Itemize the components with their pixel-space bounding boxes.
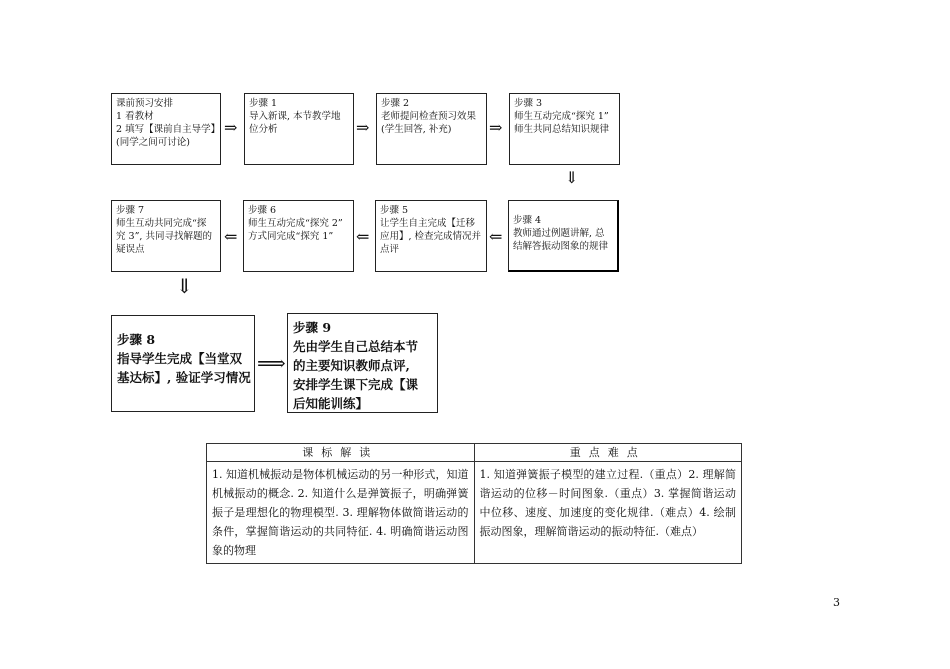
step4-line-2: 结解答振动图象的规律 xyxy=(513,241,609,252)
header-key-difficult-points: 重点难点 xyxy=(474,444,742,462)
curriculum-interpretation-text: 1. 知道机械振动是物体机械运动的另一种形式，知道机械振动的概念. 2. 知道什么是弹簧振子，明确弹簧振子是理想化的物理模型. 3. 理解物体做简谐运动的条件，掌握简谐运动的共同特征. 4. 明确简谐运动图象的物理 xyxy=(207,462,475,564)
arrow-down-2: ⇓ xyxy=(176,274,193,298)
step8-line-2: 基达标】, 验证学习情况 xyxy=(117,370,251,385)
prep-title: 课前预习安排 xyxy=(116,98,174,109)
step6-line-1: 师生互动完成“探究 2” xyxy=(248,218,343,229)
arrow-left-2: ⇐ xyxy=(356,227,370,246)
step6-line-2: 方式同完成“探究 1” xyxy=(248,231,334,242)
prep-line-1: 1 看教材 xyxy=(116,111,154,122)
step8-line-1: 指导学生完成【当堂双 xyxy=(117,351,243,366)
step7-line-3: 疑误点 xyxy=(116,244,145,255)
step2-line-1: 老师提问检查预习效果 xyxy=(381,111,477,122)
arrow-right-2: ⇒ xyxy=(356,118,370,137)
step1-line-1: 导入新课, 本节教学地 xyxy=(249,111,341,122)
step3-line-2: 师生共同总结知识规律 xyxy=(514,124,610,135)
table-row xyxy=(207,462,742,564)
step6-title: 步骤 6 xyxy=(248,205,277,216)
step4-line-1: 教师通过例题讲解, 总 xyxy=(513,228,605,239)
step5-line-3: 点评 xyxy=(380,244,400,255)
step3-line-1: 师生互动完成“探究 1” xyxy=(514,111,609,122)
step8-title: 步骤 8 xyxy=(117,332,156,347)
step5-title: 步骤 5 xyxy=(380,205,409,216)
arrow-left-1: ⇐ xyxy=(224,227,238,246)
table-header-row xyxy=(207,444,742,462)
step7-line-2: 究 3”, 共同寻找解题的 xyxy=(116,231,212,242)
curriculum-table xyxy=(206,443,742,564)
step9-line-4: 后知能训练】 xyxy=(293,396,369,411)
prep-line-2: 2 填写【课前自主导学】 xyxy=(116,124,221,135)
prep-box xyxy=(111,93,221,165)
arrow-right-3: ⇒ xyxy=(489,118,503,137)
step7-title: 步骤 7 xyxy=(116,205,145,216)
arrow-right-long: ⟹ xyxy=(257,351,286,375)
step3-title: 步骤 3 xyxy=(514,98,543,109)
step7-line-1: 师生互动共同完成“探 xyxy=(116,218,207,229)
page-number: 3 xyxy=(833,596,840,609)
prep-line-3: (同学之间可讨论) xyxy=(116,137,190,148)
step9-line-3: 安排学生课下完成【课 xyxy=(293,377,419,392)
step5-line-1: 让学生自主完成【迁移 xyxy=(380,218,476,229)
step1-line-2: 位分析 xyxy=(249,124,278,135)
step9-line-1: 先由学生自己总结本节 xyxy=(293,339,419,354)
step4-box xyxy=(508,200,619,272)
step5-box xyxy=(375,200,487,272)
step5-line-2: 应用】, 检查完成情况并 xyxy=(380,231,482,242)
step8-box xyxy=(111,315,255,412)
step7-box xyxy=(111,200,221,272)
step9-title: 步骤 9 xyxy=(293,320,332,335)
step9-box xyxy=(287,313,438,413)
header-curriculum-interpretation: 课标解读 xyxy=(207,444,475,462)
step1-title: 步骤 1 xyxy=(249,98,278,109)
step2-title: 步骤 2 xyxy=(381,98,410,109)
arrow-down-1: ⇓ xyxy=(565,168,579,187)
step6-box xyxy=(243,200,354,272)
step4-title: 步骤 4 xyxy=(513,215,542,226)
arrow-right-1: ⇒ xyxy=(224,118,238,137)
step9-line-2: 的主要知识教师点评, xyxy=(293,358,410,373)
arrow-left-3: ⇐ xyxy=(489,227,503,246)
step2-line-2: (学生回答, 补充) xyxy=(381,124,452,135)
step1-box xyxy=(244,93,354,165)
step2-box xyxy=(376,93,487,165)
key-difficult-points-text: 1. 知道弹簧振子模型的建立过程.（重点）2. 理解简谐运动的位移－时间图象.（重点）3. 掌握简谐运动中位移、速度、加速度的变化规律.（难点）4. 绘制振动图象，理解简谐运动的振动特征.（难点） xyxy=(474,462,742,564)
step3-box xyxy=(509,93,620,165)
